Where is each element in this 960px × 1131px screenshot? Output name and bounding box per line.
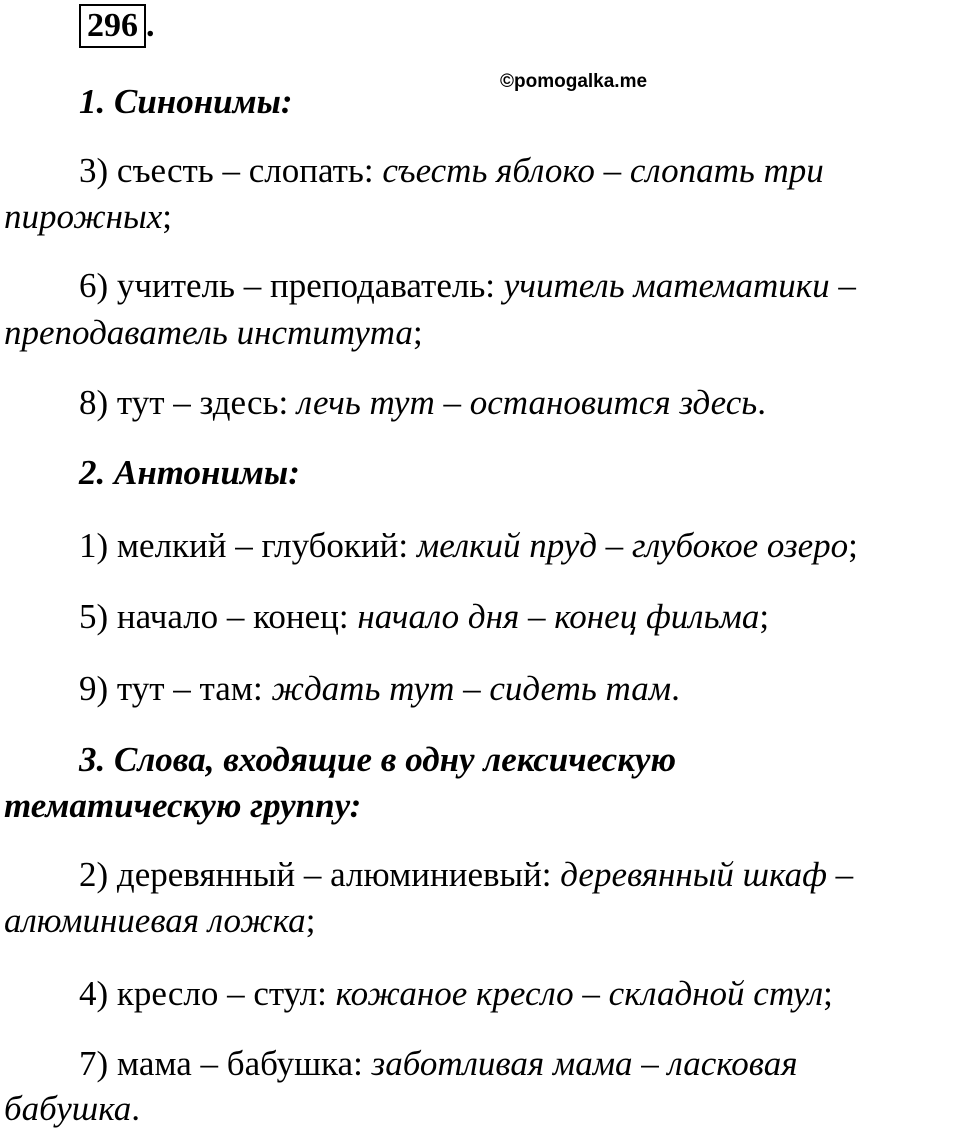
item-example: бабушка <box>4 1089 132 1128</box>
list-item <box>79 526 858 566</box>
item-example: деревянный шкаф – <box>560 855 854 894</box>
item-example: учитель математики – <box>503 266 856 305</box>
section-heading-antonyms: 2. Антонимы: <box>79 453 300 492</box>
list-item <box>79 855 853 895</box>
list-item <box>79 151 824 191</box>
item-term: 5) начало – конец: <box>79 597 358 636</box>
item-punctuation: ; <box>412 313 423 352</box>
item-example: алюминиевая ложка <box>4 901 306 940</box>
list-item <box>79 266 856 306</box>
item-punctuation: ; <box>759 597 770 636</box>
item-punctuation: ; <box>823 974 833 1013</box>
task-number <box>79 4 155 46</box>
item-example: заботливая мама – ласковая <box>371 1044 798 1083</box>
item-punctuation: . <box>671 669 680 708</box>
task-number-box <box>79 4 146 48</box>
item-example: ждать тут – сидеть там <box>271 669 672 708</box>
item-term: 9) тут – там: <box>79 669 272 708</box>
item-term: 6) учитель – преподаватель: <box>79 266 504 305</box>
item-punctuation: ; <box>305 901 316 940</box>
list-item-continuation <box>4 197 172 237</box>
section-heading-thematic-continuation: тематическую группу: <box>4 786 362 825</box>
item-term: 1) мелкий – глубокий: <box>79 526 417 565</box>
item-example: начало дня – конец фильма <box>357 597 760 636</box>
item-term: 8) тут – здесь: <box>79 383 297 422</box>
list-item-continuation <box>4 901 315 941</box>
list-item <box>79 597 769 637</box>
item-example: мелкий пруд – глубокое озеро <box>416 526 849 565</box>
list-item <box>79 974 833 1014</box>
list-item-continuation <box>4 1089 140 1129</box>
item-example: преподаватель института <box>4 313 413 352</box>
section-heading-synonyms: 1. Синонимы: <box>79 82 293 121</box>
item-example: пирожных <box>4 197 163 236</box>
section-heading-thematic: 3. Слова, входящие в одну лексическую <box>79 740 677 779</box>
item-example: съесть яблоко – слопать три <box>382 151 824 190</box>
item-punctuation: . <box>131 1089 140 1128</box>
item-term: 2) деревянный – алюминиевый: <box>79 855 561 894</box>
list-item <box>79 669 680 709</box>
watermark: ©pomogalka.me <box>500 71 648 92</box>
item-punctuation: ; <box>162 197 173 236</box>
item-punctuation: . <box>757 383 766 422</box>
list-item-continuation <box>4 313 423 353</box>
item-punctuation: ; <box>848 526 858 565</box>
item-example: лечь тут – остановится здесь <box>296 383 758 422</box>
task-number-value: 296 <box>87 7 138 44</box>
item-term: 7) мама – бабушка: <box>79 1044 372 1083</box>
task-number-period: . <box>146 7 155 44</box>
list-item <box>79 383 766 423</box>
list-item <box>79 1044 798 1084</box>
item-term: 3) съесть – слопать: <box>79 151 383 190</box>
item-term: 4) кресло – стул: <box>79 974 336 1013</box>
item-example: кожаное кресло – складной стул <box>335 974 824 1013</box>
